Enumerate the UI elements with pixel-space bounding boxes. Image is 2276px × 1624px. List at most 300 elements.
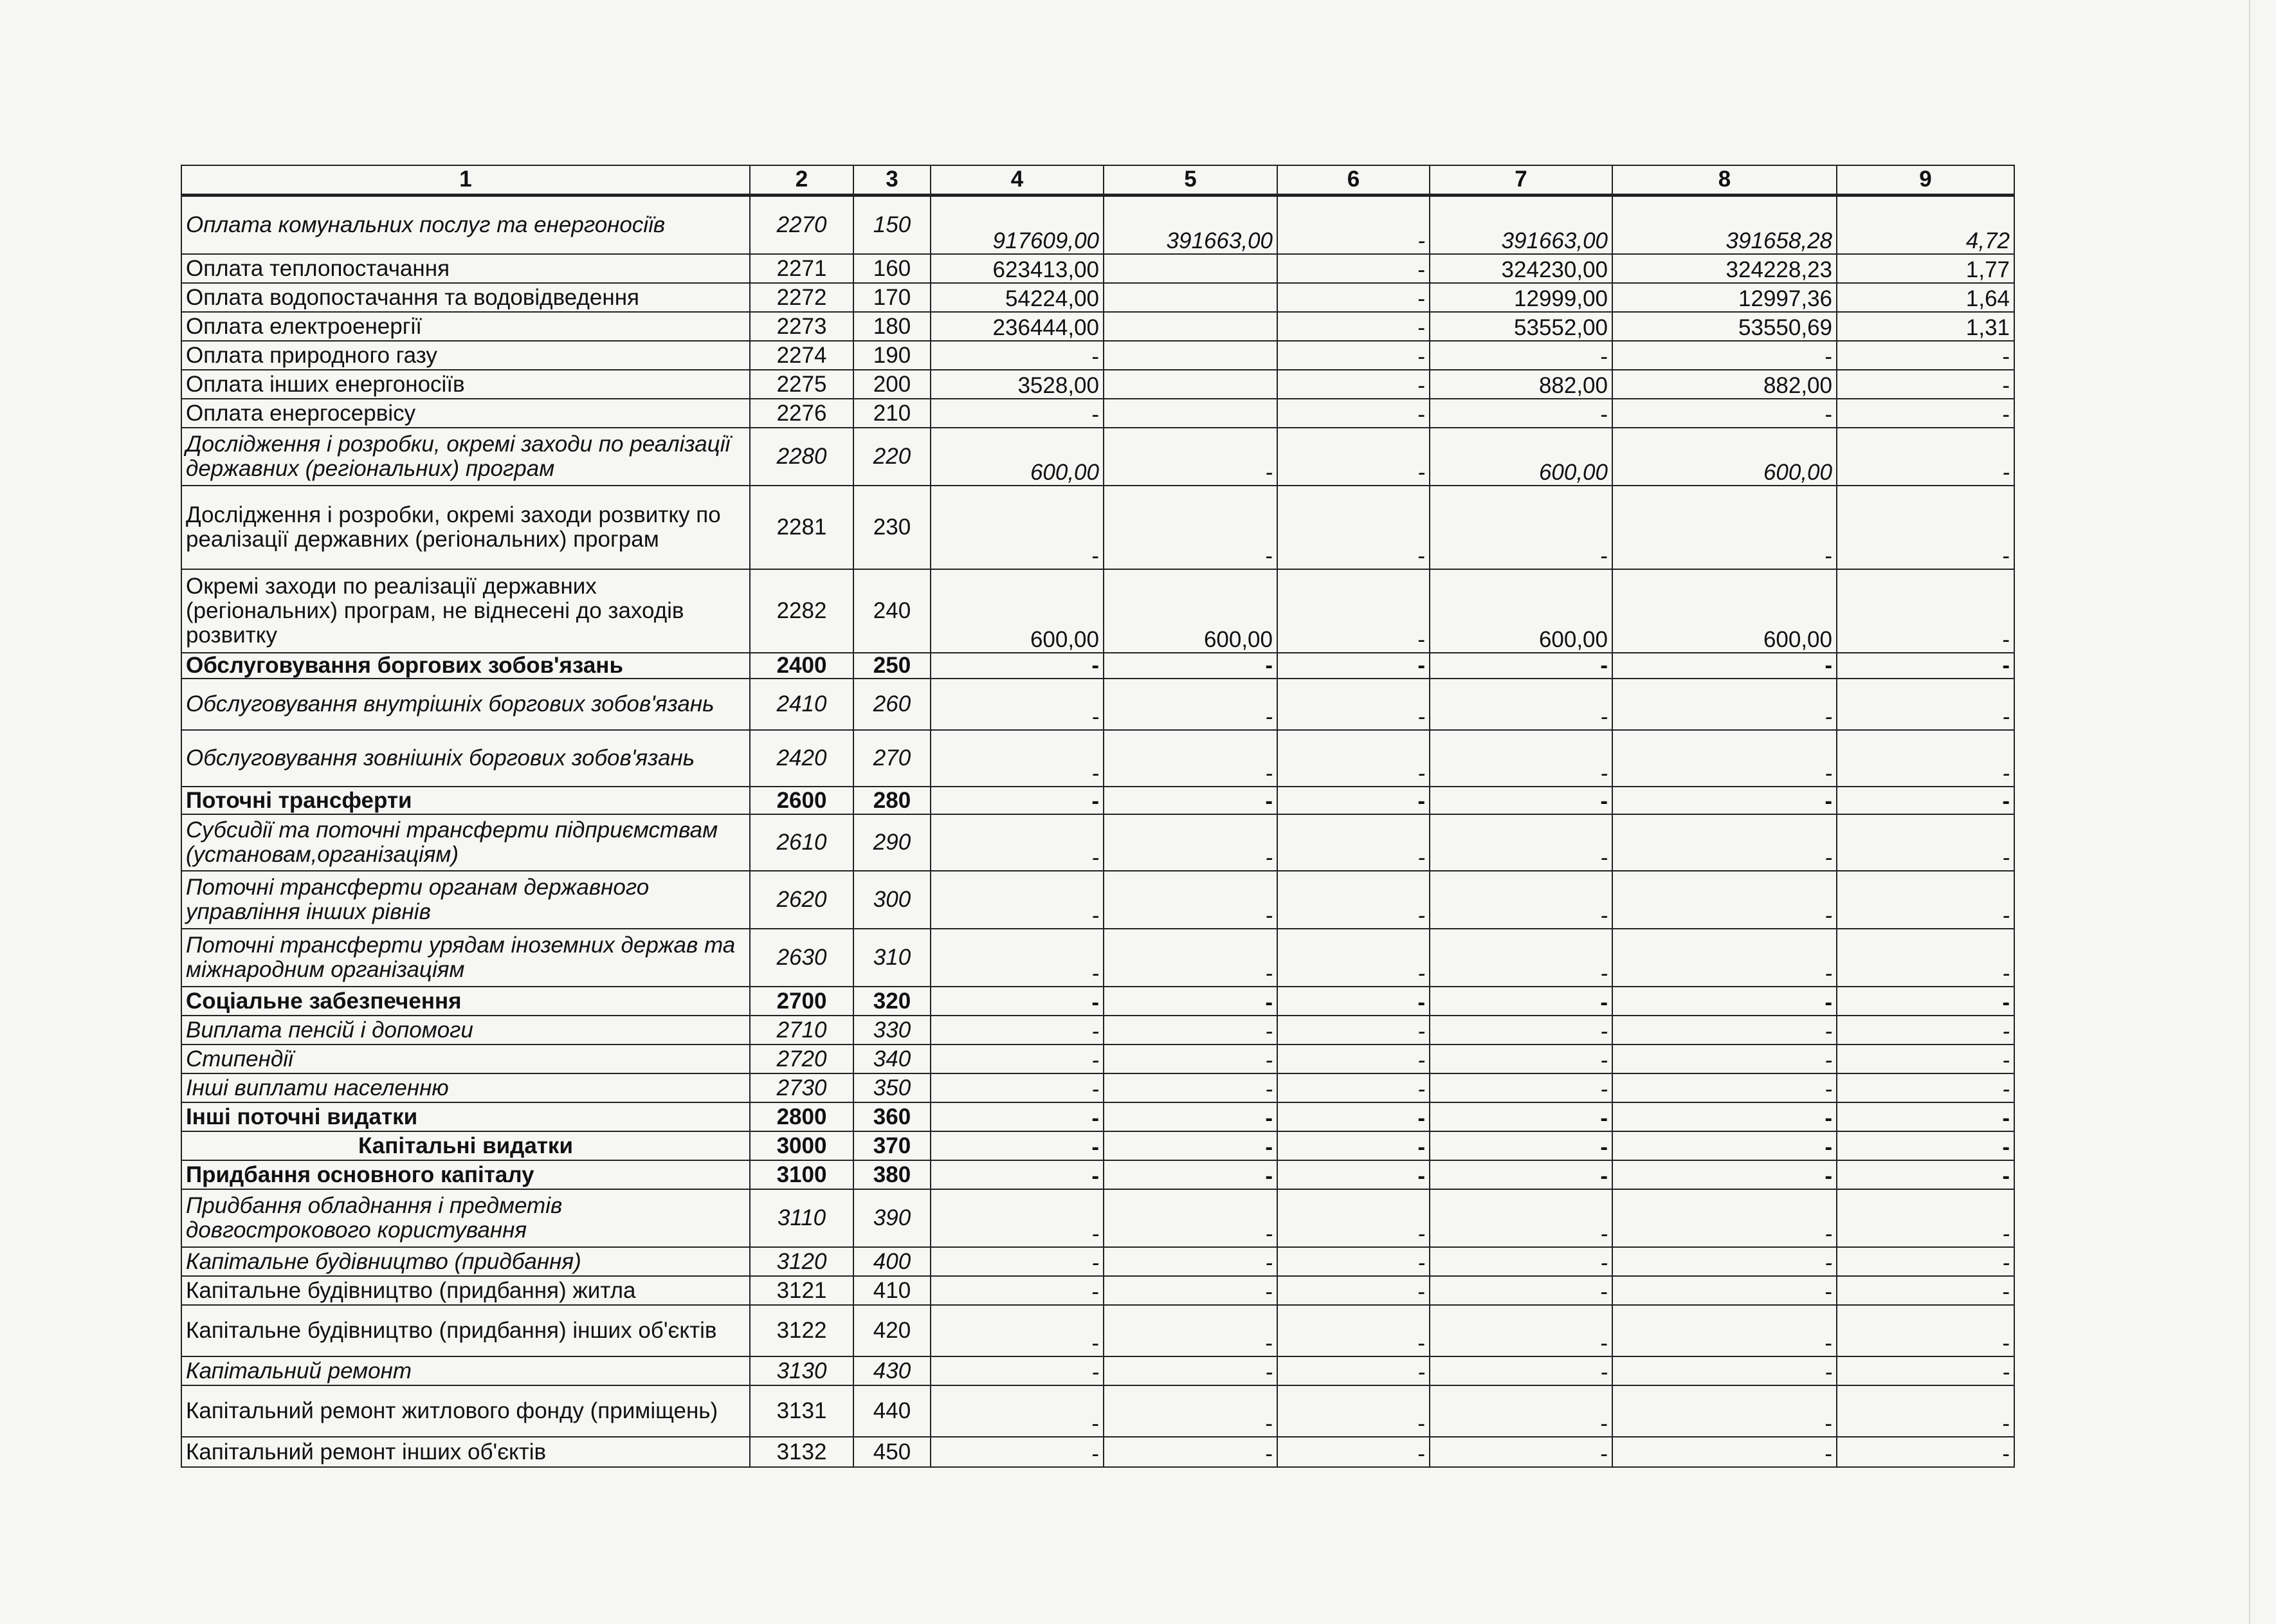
col-8-value: 600,00	[1612, 428, 1837, 486]
table-row	[181, 486, 2014, 569]
row-code: 290	[853, 814, 931, 871]
col-5-value: -	[1104, 486, 1277, 569]
col-6-value: -	[1277, 312, 1430, 341]
line-name: Капітальний ремонт	[181, 1356, 750, 1385]
table-row	[181, 399, 2014, 428]
row-code: 260	[853, 679, 931, 730]
col-4-value: 917609,00	[931, 195, 1104, 254]
col-7-value: 12999,00	[1430, 283, 1612, 312]
row-code: 430	[853, 1356, 931, 1385]
line-name: Капітальні видатки	[181, 1131, 750, 1160]
row-code: 240	[853, 569, 931, 653]
table-row	[181, 428, 2014, 486]
col-8-value: 12997,36	[1612, 283, 1837, 312]
col-4-value: -	[931, 341, 1104, 370]
line-name: Оплата водопостачання та водовідведення	[181, 283, 750, 312]
col-4-value: -	[931, 1160, 1104, 1189]
column-number-4: 4	[931, 165, 1104, 195]
col-8-value: -	[1612, 871, 1837, 929]
row-code: 150	[853, 195, 931, 254]
col-9-value: -	[1837, 1016, 2014, 1045]
col-9-value: -	[1837, 730, 2014, 787]
table-row	[181, 341, 2014, 370]
col-8-value: 600,00	[1612, 569, 1837, 653]
row-code: 180	[853, 312, 931, 341]
row-code: 400	[853, 1247, 931, 1276]
col-9-value: -	[1837, 1160, 2014, 1189]
col-7-value: 600,00	[1430, 428, 1612, 486]
col-5-value	[1104, 399, 1277, 428]
row-code: 250	[853, 653, 931, 679]
table-row	[181, 1045, 2014, 1073]
line-name: Оплата електроенергії	[181, 312, 750, 341]
col-7-value: -	[1430, 929, 1612, 987]
col-9-value: -	[1837, 871, 2014, 929]
col-8-value: 391658,28	[1612, 195, 1837, 254]
column-number-8: 8	[1612, 165, 1837, 195]
kekv-code: 3120	[750, 1247, 853, 1276]
kekv-code: 2275	[750, 370, 853, 399]
kekv-code: 3110	[750, 1189, 853, 1247]
col-8-value: -	[1612, 1016, 1837, 1045]
col-9-value: -	[1837, 341, 2014, 370]
col-7-value: -	[1430, 1356, 1612, 1385]
col-7-value: -	[1430, 653, 1612, 679]
col-4-value: -	[931, 1385, 1104, 1437]
col-8-value: -	[1612, 1276, 1837, 1305]
row-code: 390	[853, 1189, 931, 1247]
table-row	[181, 569, 2014, 653]
col-6-value: -	[1277, 569, 1430, 653]
table-row	[181, 653, 2014, 679]
col-7-value: -	[1430, 1247, 1612, 1276]
col-4-value: -	[931, 1356, 1104, 1385]
kekv-code: 2620	[750, 871, 853, 929]
col-7-value: -	[1430, 486, 1612, 569]
table-row	[181, 1247, 2014, 1276]
table-row	[181, 1276, 2014, 1305]
line-name: Капітальне будівництво (придбання) житла	[181, 1276, 750, 1305]
col-4-value: 600,00	[931, 428, 1104, 486]
row-code: 410	[853, 1276, 931, 1305]
col-8-value: -	[1612, 486, 1837, 569]
col-5-value: -	[1104, 679, 1277, 730]
line-name: Виплата пенсій і допомоги	[181, 1016, 750, 1045]
line-name: Інші поточні видатки	[181, 1102, 750, 1131]
line-name: Оплата теплопостачання	[181, 254, 750, 283]
col-6-value: -	[1277, 787, 1430, 814]
col-8-value: -	[1612, 1189, 1837, 1247]
col-8-value: -	[1612, 399, 1837, 428]
kekv-code: 2280	[750, 428, 853, 486]
table-row	[181, 1305, 2014, 1356]
col-6-value: -	[1277, 399, 1430, 428]
col-6-value: -	[1277, 1073, 1430, 1102]
line-name: Субсидії та поточні трансферти підприємствам (установам,організаціям)	[181, 814, 750, 871]
row-code: 420	[853, 1305, 931, 1356]
col-5-value: 600,00	[1104, 569, 1277, 653]
line-name: Окремі заходи по реалізації державних (регіональних) програм, не віднесені до заходів розвитку	[181, 569, 750, 653]
column-number-6: 6	[1277, 165, 1430, 195]
col-7-value: -	[1430, 1189, 1612, 1247]
col-7-value: -	[1430, 1016, 1612, 1045]
col-4-value: 54224,00	[931, 283, 1104, 312]
col-8-value: 324228,23	[1612, 254, 1837, 283]
col-6-value: -	[1277, 814, 1430, 871]
kekv-code: 3132	[750, 1437, 853, 1467]
row-code: 370	[853, 1131, 931, 1160]
col-4-value: -	[931, 1305, 1104, 1356]
col-4-value: -	[931, 1131, 1104, 1160]
line-name: Оплата комунальних послуг та енергоносіїв	[181, 195, 750, 254]
col-7-value: -	[1430, 1045, 1612, 1073]
line-name: Оплата енергосервісу	[181, 399, 750, 428]
col-9-value: -	[1837, 1385, 2014, 1437]
table-row	[181, 195, 2014, 254]
line-name: Обслуговування зовнішніх боргових зобов'язань	[181, 730, 750, 787]
line-name: Соціальне забезпечення	[181, 987, 750, 1016]
row-code: 210	[853, 399, 931, 428]
kekv-code: 2271	[750, 254, 853, 283]
row-code: 310	[853, 929, 931, 987]
kekv-code: 3121	[750, 1276, 853, 1305]
line-name: Оплата інших енергоносіїв	[181, 370, 750, 399]
row-code: 270	[853, 730, 931, 787]
col-4-value: 623413,00	[931, 254, 1104, 283]
col-4-value: -	[931, 1247, 1104, 1276]
col-6-value: -	[1277, 428, 1430, 486]
col-6-value: -	[1277, 1437, 1430, 1467]
kekv-code: 2276	[750, 399, 853, 428]
row-code: 170	[853, 283, 931, 312]
col-9-value: -	[1837, 787, 2014, 814]
table-row	[181, 283, 2014, 312]
line-name: Поточні трансферти урядам іноземних держав та міжнародним організаціям	[181, 929, 750, 987]
col-5-value: -	[1104, 1016, 1277, 1045]
table-row	[181, 987, 2014, 1016]
col-4-value: -	[931, 1016, 1104, 1045]
col-9-value: 4,72	[1837, 195, 2014, 254]
col-9-value: -	[1837, 1247, 2014, 1276]
col-9-value: 1,77	[1837, 254, 2014, 283]
col-5-value: 391663,00	[1104, 195, 1277, 254]
col-4-value: 600,00	[931, 569, 1104, 653]
kekv-code: 2630	[750, 929, 853, 987]
col-8-value: -	[1612, 730, 1837, 787]
table-row	[181, 929, 2014, 987]
col-7-value: -	[1430, 1102, 1612, 1131]
table-row	[181, 1356, 2014, 1385]
row-code: 160	[853, 254, 931, 283]
col-7-value: -	[1430, 871, 1612, 929]
kekv-code: 2272	[750, 283, 853, 312]
col-7-value: -	[1430, 1073, 1612, 1102]
col-8-value: -	[1612, 787, 1837, 814]
col-8-value: -	[1612, 1247, 1837, 1276]
col-6-value: -	[1277, 679, 1430, 730]
col-4-value: -	[931, 1276, 1104, 1305]
col-9-value: -	[1837, 1045, 2014, 1073]
col-7-value: -	[1430, 1385, 1612, 1437]
col-5-value: -	[1104, 1102, 1277, 1131]
table-row	[181, 1160, 2014, 1189]
col-6-value: -	[1277, 871, 1430, 929]
column-number-header	[181, 165, 2014, 195]
col-6-value: -	[1277, 1247, 1430, 1276]
line-name: Дослідження і розробки, окремі заходи по реалізації державних (регіональних) програм	[181, 428, 750, 486]
col-9-value: -	[1837, 1437, 2014, 1467]
col-8-value: -	[1612, 1356, 1837, 1385]
col-5-value	[1104, 312, 1277, 341]
kekv-code: 2274	[750, 341, 853, 370]
row-code: 280	[853, 787, 931, 814]
col-8-value: 882,00	[1612, 370, 1837, 399]
col-6-value: -	[1277, 254, 1430, 283]
row-code: 350	[853, 1073, 931, 1102]
col-9-value: -	[1837, 987, 2014, 1016]
col-9-value: 1,31	[1837, 312, 2014, 341]
col-8-value: -	[1612, 653, 1837, 679]
col-9-value: -	[1837, 1276, 2014, 1305]
table-row	[181, 1016, 2014, 1045]
col-4-value: -	[931, 730, 1104, 787]
kekv-code: 2410	[750, 679, 853, 730]
kekv-code: 2270	[750, 195, 853, 254]
col-7-value: 882,00	[1430, 370, 1612, 399]
kekv-code: 3000	[750, 1131, 853, 1160]
row-code: 440	[853, 1385, 931, 1437]
col-7-value: -	[1430, 730, 1612, 787]
col-8-value: -	[1612, 1073, 1837, 1102]
row-code: 340	[853, 1045, 931, 1073]
col-4-value: -	[931, 1437, 1104, 1467]
line-name: Обслуговування внутрішніх боргових зобов'язань	[181, 679, 750, 730]
col-6-value: -	[1277, 1131, 1430, 1160]
col-7-value: -	[1430, 1305, 1612, 1356]
table-row	[181, 871, 2014, 929]
line-name: Інші виплати населенню	[181, 1073, 750, 1102]
col-7-value: -	[1430, 1437, 1612, 1467]
col-4-value: -	[931, 679, 1104, 730]
col-8-value: -	[1612, 1385, 1837, 1437]
col-8-value: -	[1612, 679, 1837, 730]
col-6-value: -	[1277, 929, 1430, 987]
col-9-value: -	[1837, 1356, 2014, 1385]
col-5-value: -	[1104, 1131, 1277, 1160]
col-5-value: -	[1104, 1160, 1277, 1189]
col-7-value: -	[1430, 1131, 1612, 1160]
kekv-code: 2400	[750, 653, 853, 679]
kekv-code: 3100	[750, 1160, 853, 1189]
col-7-value: -	[1430, 1276, 1612, 1305]
col-4-value: -	[931, 1045, 1104, 1073]
col-6-value: -	[1277, 370, 1430, 399]
col-7-value: -	[1430, 679, 1612, 730]
line-name: Капітальне будівництво (придбання) інших об'єктів	[181, 1305, 750, 1356]
col-4-value: -	[931, 1073, 1104, 1102]
line-name: Стипендії	[181, 1045, 750, 1073]
line-name: Оплата природного газу	[181, 341, 750, 370]
table-row	[181, 1131, 2014, 1160]
line-name: Поточні трансферти	[181, 787, 750, 814]
col-5-value: -	[1104, 787, 1277, 814]
col-6-value: -	[1277, 1305, 1430, 1356]
col-5-value: -	[1104, 730, 1277, 787]
col-8-value: -	[1612, 814, 1837, 871]
col-4-value: -	[931, 653, 1104, 679]
kekv-code: 2800	[750, 1102, 853, 1131]
line-name: Капітальне будівництво (придбання)	[181, 1247, 750, 1276]
column-number-1: 1	[181, 165, 750, 195]
col-8-value: -	[1612, 1131, 1837, 1160]
table-row	[181, 1189, 2014, 1247]
col-4-value: 3528,00	[931, 370, 1104, 399]
col-5-value: -	[1104, 1276, 1277, 1305]
col-6-value: -	[1277, 1385, 1430, 1437]
line-name: Придбання обладнання і предметів довгострокового користування	[181, 1189, 750, 1247]
col-6-value: -	[1277, 1356, 1430, 1385]
kekv-code: 2610	[750, 814, 853, 871]
col-8-value: 53550,69	[1612, 312, 1837, 341]
col-6-value: -	[1277, 1016, 1430, 1045]
col-6-value: -	[1277, 1045, 1430, 1073]
line-name: Дослідження і розробки, окремі заходи розвитку по реалізації державних (регіональних) програм	[181, 486, 750, 569]
table-row	[181, 1437, 2014, 1467]
line-name: Придбання основного капіталу	[181, 1160, 750, 1189]
col-6-value: -	[1277, 1189, 1430, 1247]
col-9-value: -	[1837, 1305, 2014, 1356]
col-9-value: -	[1837, 814, 2014, 871]
col-5-value: -	[1104, 1045, 1277, 1073]
col-7-value: 600,00	[1430, 569, 1612, 653]
column-number-9: 9	[1837, 165, 2014, 195]
kekv-code: 2700	[750, 987, 853, 1016]
col-9-value: -	[1837, 569, 2014, 653]
line-name: Поточні трансферти органам державного управління інших рівнів	[181, 871, 750, 929]
table-row	[181, 254, 2014, 283]
col-8-value: -	[1612, 929, 1837, 987]
table-row	[181, 1102, 2014, 1131]
col-6-value: -	[1277, 730, 1430, 787]
col-9-value: -	[1837, 679, 2014, 730]
column-number-3: 3	[853, 165, 931, 195]
col-7-value: 391663,00	[1430, 195, 1612, 254]
col-9-value: -	[1837, 1189, 2014, 1247]
column-number-2: 2	[750, 165, 853, 195]
col-7-value: -	[1430, 787, 1612, 814]
kekv-code: 2420	[750, 730, 853, 787]
table-row	[181, 814, 2014, 871]
table-row	[181, 679, 2014, 730]
table-row	[181, 1385, 2014, 1437]
col-5-value	[1104, 283, 1277, 312]
col-5-value: -	[1104, 1073, 1277, 1102]
col-7-value: -	[1430, 399, 1612, 428]
col-9-value: -	[1837, 1102, 2014, 1131]
col-5-value: -	[1104, 1356, 1277, 1385]
col-6-value: -	[1277, 195, 1430, 254]
col-7-value: -	[1430, 1160, 1612, 1189]
table-row	[181, 1073, 2014, 1102]
col-7-value: -	[1430, 341, 1612, 370]
row-code: 230	[853, 486, 931, 569]
row-code: 360	[853, 1102, 931, 1131]
col-5-value: -	[1104, 1437, 1277, 1467]
col-5-value: -	[1104, 428, 1277, 486]
col-6-value: -	[1277, 1276, 1430, 1305]
col-7-value: 53552,00	[1430, 312, 1612, 341]
col-4-value: -	[931, 1102, 1104, 1131]
kekv-code: 2710	[750, 1016, 853, 1045]
col-8-value: -	[1612, 341, 1837, 370]
kekv-code: 2730	[750, 1073, 853, 1102]
column-number-7: 7	[1430, 165, 1612, 195]
col-5-value	[1104, 341, 1277, 370]
budget-report-table	[181, 165, 2015, 1468]
row-code: 320	[853, 987, 931, 1016]
col-8-value: -	[1612, 1437, 1837, 1467]
col-5-value	[1104, 254, 1277, 283]
col-8-value: -	[1612, 1160, 1837, 1189]
col-4-value: -	[931, 1189, 1104, 1247]
row-code: 300	[853, 871, 931, 929]
col-6-value: -	[1277, 987, 1430, 1016]
col-9-value: -	[1837, 428, 2014, 486]
col-8-value: -	[1612, 1305, 1837, 1356]
col-9-value: -	[1837, 399, 2014, 428]
col-6-value: -	[1277, 486, 1430, 569]
table-row	[181, 312, 2014, 341]
kekv-code: 2281	[750, 486, 853, 569]
row-code: 330	[853, 1016, 931, 1045]
line-name: Капітальний ремонт інших об'єктів	[181, 1437, 750, 1467]
kekv-code: 3130	[750, 1356, 853, 1385]
kekv-code: 2273	[750, 312, 853, 341]
col-7-value: -	[1430, 987, 1612, 1016]
col-6-value: -	[1277, 1102, 1430, 1131]
kekv-code: 2720	[750, 1045, 853, 1073]
col-5-value: -	[1104, 929, 1277, 987]
line-name: Капітальний ремонт житлового фонду (приміщень)	[181, 1385, 750, 1437]
col-9-value: -	[1837, 1131, 2014, 1160]
table-row	[181, 730, 2014, 787]
col-5-value: -	[1104, 871, 1277, 929]
page-edge	[2249, 0, 2250, 1624]
row-code: 380	[853, 1160, 931, 1189]
col-5-value: -	[1104, 987, 1277, 1016]
col-4-value: -	[931, 787, 1104, 814]
col-7-value: -	[1430, 814, 1612, 871]
kekv-code: 3131	[750, 1385, 853, 1437]
col-5-value: -	[1104, 1305, 1277, 1356]
col-7-value: 324230,00	[1430, 254, 1612, 283]
col-9-value: -	[1837, 370, 2014, 399]
col-5-value: -	[1104, 1189, 1277, 1247]
kekv-code: 2600	[750, 787, 853, 814]
row-code: 450	[853, 1437, 931, 1467]
table-row	[181, 787, 2014, 814]
kekv-code: 2282	[750, 569, 853, 653]
row-code: 220	[853, 428, 931, 486]
col-5-value: -	[1104, 1247, 1277, 1276]
col-4-value: -	[931, 987, 1104, 1016]
col-6-value: -	[1277, 283, 1430, 312]
col-6-value: -	[1277, 653, 1430, 679]
col-5-value: -	[1104, 653, 1277, 679]
col-4-value: -	[931, 399, 1104, 428]
col-9-value: -	[1837, 486, 2014, 569]
col-8-value: -	[1612, 1045, 1837, 1073]
